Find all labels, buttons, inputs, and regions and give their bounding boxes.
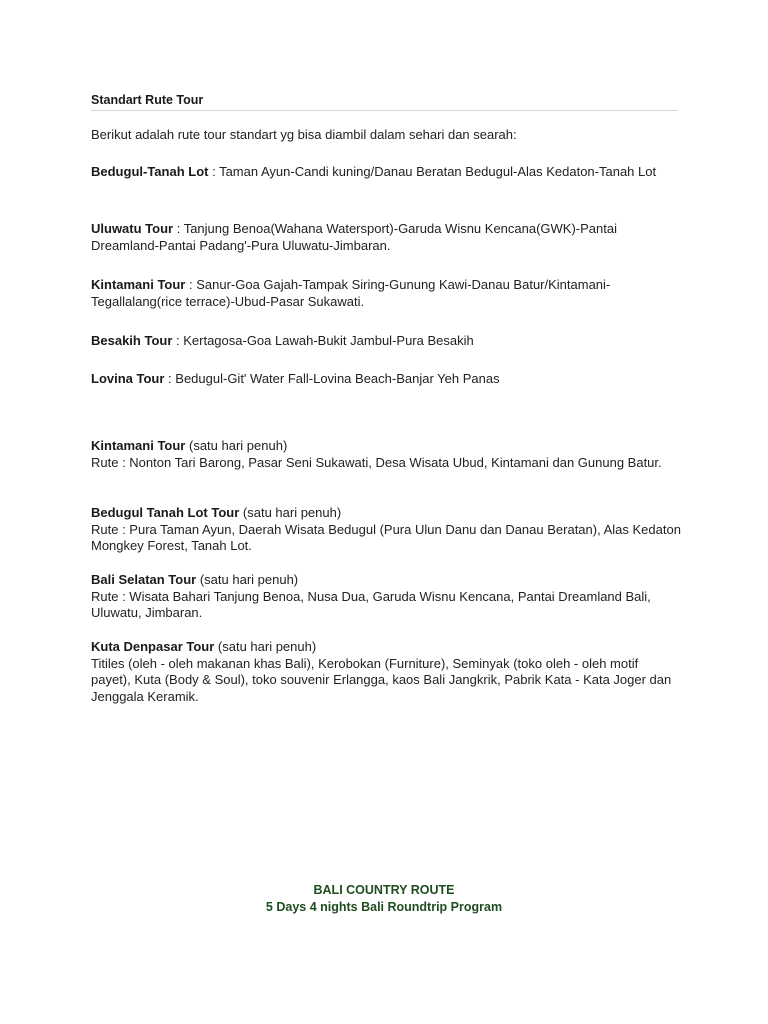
tour-block — [91, 639, 681, 705]
route-separator: : — [173, 221, 184, 236]
tour-duration: (satu hari penuh) — [185, 438, 288, 453]
route-name: Besakih Tour — [91, 333, 173, 348]
route-separator: : — [172, 333, 184, 348]
route-description: Kertagosa-Goa Lawah-Bukit Jambul-Pura Besakih — [183, 333, 474, 348]
footer-line-2: 5 Days 4 nights Bali Roundtrip Program — [265, 900, 503, 914]
tour-description: Rute : Pura Taman Ayun, Daerah Wisata Bedugul (Pura Ulun Danu dan Danau Beratan), Alas Kedaton Mongkey Forest, Tanah Lot. — [91, 521, 681, 553]
tour-name: Kintamani Tour — [91, 438, 186, 453]
route-separator: : — [164, 371, 176, 386]
tour-title-line — [91, 572, 681, 589]
route-description: Taman Ayun-Candi kuning/Danau Beratan Bedugul-Alas Kedaton-Tanah Lot — [219, 164, 657, 179]
tour-block — [91, 572, 681, 622]
tour-name: Bedugul Tanah Lot Tour — [91, 505, 240, 520]
route-separator: : — [208, 164, 220, 179]
tour-name: Kuta Denpasar Tour — [91, 639, 215, 654]
route-name: Lovina Tour — [91, 371, 165, 386]
tour-title-line — [91, 639, 681, 656]
route-separator: : — [185, 277, 197, 292]
route-name: Kintamani Tour — [91, 277, 186, 292]
route-description: Tanjung Benoa(Wahana Watersport)-Garuda Wisnu Kencana(GWK)-Pantai Dreamland-Pantai Padang'-Pura Uluwatu-Jimbaran. — [91, 221, 617, 253]
route-item — [91, 220, 681, 254]
footer-line-1: BALI COUNTRY ROUTE — [313, 883, 455, 897]
route-item — [91, 370, 681, 387]
tour-description: Rute : Wisata Bahari Tanjung Benoa, Nusa Dua, Garuda Wisnu Kencana, Pantai Dreamland Bali, Uluwatu, Jimbaran. — [91, 588, 651, 620]
route-item — [91, 332, 681, 349]
tour-duration: (satu hari penuh) — [196, 572, 299, 587]
tour-description: Rute : Nonton Tari Barong, Pasar Seni Sukawati, Desa Wisata Ubud, Kintamani dan Gunung Batur. — [91, 454, 662, 470]
tour-duration: (satu hari penuh) — [214, 639, 317, 654]
tour-description: Titiles (oleh - oleh makanan khas Bali), Kerobokan (Furniture), Seminyak (toko oleh - oleh motif payet), Kuta (Body & Soul), toko souvenir Erlangga, kaos Bali Jangkrik, Pabrik Kata - Kata Joger dan Jenggala Keramik. — [91, 655, 672, 704]
tour-title-line — [91, 438, 681, 455]
tour-block — [91, 505, 681, 555]
route-description: Bedugul-Git' Water Fall-Lovina Beach-Banjar Yeh Panas — [175, 371, 500, 386]
route-item — [91, 276, 681, 310]
tour-title-line — [91, 505, 681, 522]
footer-title — [0, 882, 768, 916]
route-name: Bedugul-Tanah Lot — [91, 164, 209, 179]
route-name: Uluwatu Tour — [91, 221, 174, 236]
route-item — [91, 163, 681, 180]
route-description: Sanur-Goa Gajah-Tampak Siring-Gunung Kawi-Danau Batur/Kintamani-Tegallalang(rice terrace)-Ubud-Pasar Sukawati. — [91, 277, 611, 309]
tour-name: Bali Selatan Tour — [91, 572, 197, 587]
tour-block — [91, 438, 681, 471]
intro-text: Berikut adalah rute tour standart yg bisa diambil dalam sehari dan searah: — [91, 127, 517, 142]
tour-duration: (satu hari penuh) — [239, 505, 342, 520]
section-heading: Standart Rute Tour — [91, 92, 678, 111]
